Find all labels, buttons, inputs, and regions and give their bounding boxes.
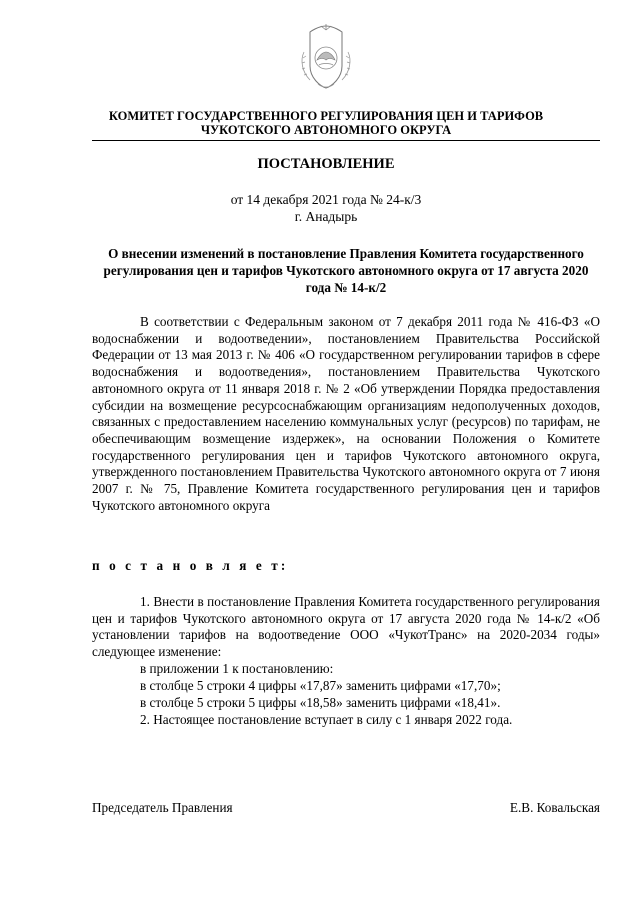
resolves-heading: п о с т а н о в л я е т: — [92, 558, 289, 573]
coat-of-arms-icon — [298, 22, 354, 92]
issuing-organization — [60, 109, 592, 137]
place: г. Анадырь — [294, 209, 358, 224]
org-name-line1: КОМИТЕТ ГОСУДАРСТВЕННОГО РЕГУЛИРОВАНИЯ ЦЕН И ТАРИФОВ — [108, 109, 544, 123]
item-1-paragraph: 1. Внести в постановление Правления Комитета государственного регулирования цен и тарифов Чукотского автономного округа от 17 августа 2020 года № 14-к/2 «Об установлении тарифов на водоотведение ООО «ЧукотТранс» на 2020-2034 годы» следующее изменение: — [92, 594, 600, 660]
signatory-name: Е.В. Ковальская — [509, 800, 600, 815]
date-number: от 14 декабря 2021 года № 24-к/3 — [230, 192, 422, 207]
org-name-line2: ЧУКОТСКОГО АВТОНОМНОГО ОКРУГА — [200, 123, 452, 137]
document-subject: О внесении изменений в постановление Правления Комитета государственного регулирования цен и тарифов Чукотского автономного округа от 17 августа 2020 года № 14-к/2 — [103, 246, 589, 295]
item-1-subline-3: в столбце 5 строки 5 цифры «18,58» заменить цифрами «18,41». — [140, 695, 501, 710]
item-1-subline-2: в столбце 5 строки 4 цифры «17,87» заменить цифрами «17,70»; — [140, 678, 501, 693]
date-and-place — [60, 191, 592, 225]
item-2-paragraph: 2. Настоящее постановление вступает в силу с 1 января 2022 года. — [140, 712, 513, 727]
signatory-position: Председатель Правления — [92, 800, 233, 815]
item-1-subline-1: в приложении 1 к постановлению: — [140, 661, 334, 676]
document-type-title: ПОСТАНОВЛЕНИЕ — [257, 156, 395, 172]
preamble-paragraph: В соответствии с Федеральным законом от 7 декабря 2011 года № 416-ФЗ «О водоснабжении и водоотведении», постановлением Правительства Российской Федерации от 13 мая 2013 г. № 406 «О государственном регулировании тарифов в сфере водоснабжения и водоотведения», постановлением Правительства Чукотского автономного округа от 11 января 2018 г. № 2 «Об утверждении Порядка предоставления субсидии на возмещение ресурсоснабжающим организациям недополученных доходов, связанных с предоставлением населению коммунальных услуг (ресурсов) по тарифам, не обеспечивающим возмещение издержек», на основании Положения о Комитете государственного регулирования цен и тарифов Чукотского автономного округа, утвержденного постановлением Правительства Чукотского автономного округа от 7 июня 2007 г. № 75, Правление Комитета государственного регулирования цен и тарифов Чукотского автономного округа — [92, 314, 600, 513]
header-divider — [92, 140, 600, 141]
